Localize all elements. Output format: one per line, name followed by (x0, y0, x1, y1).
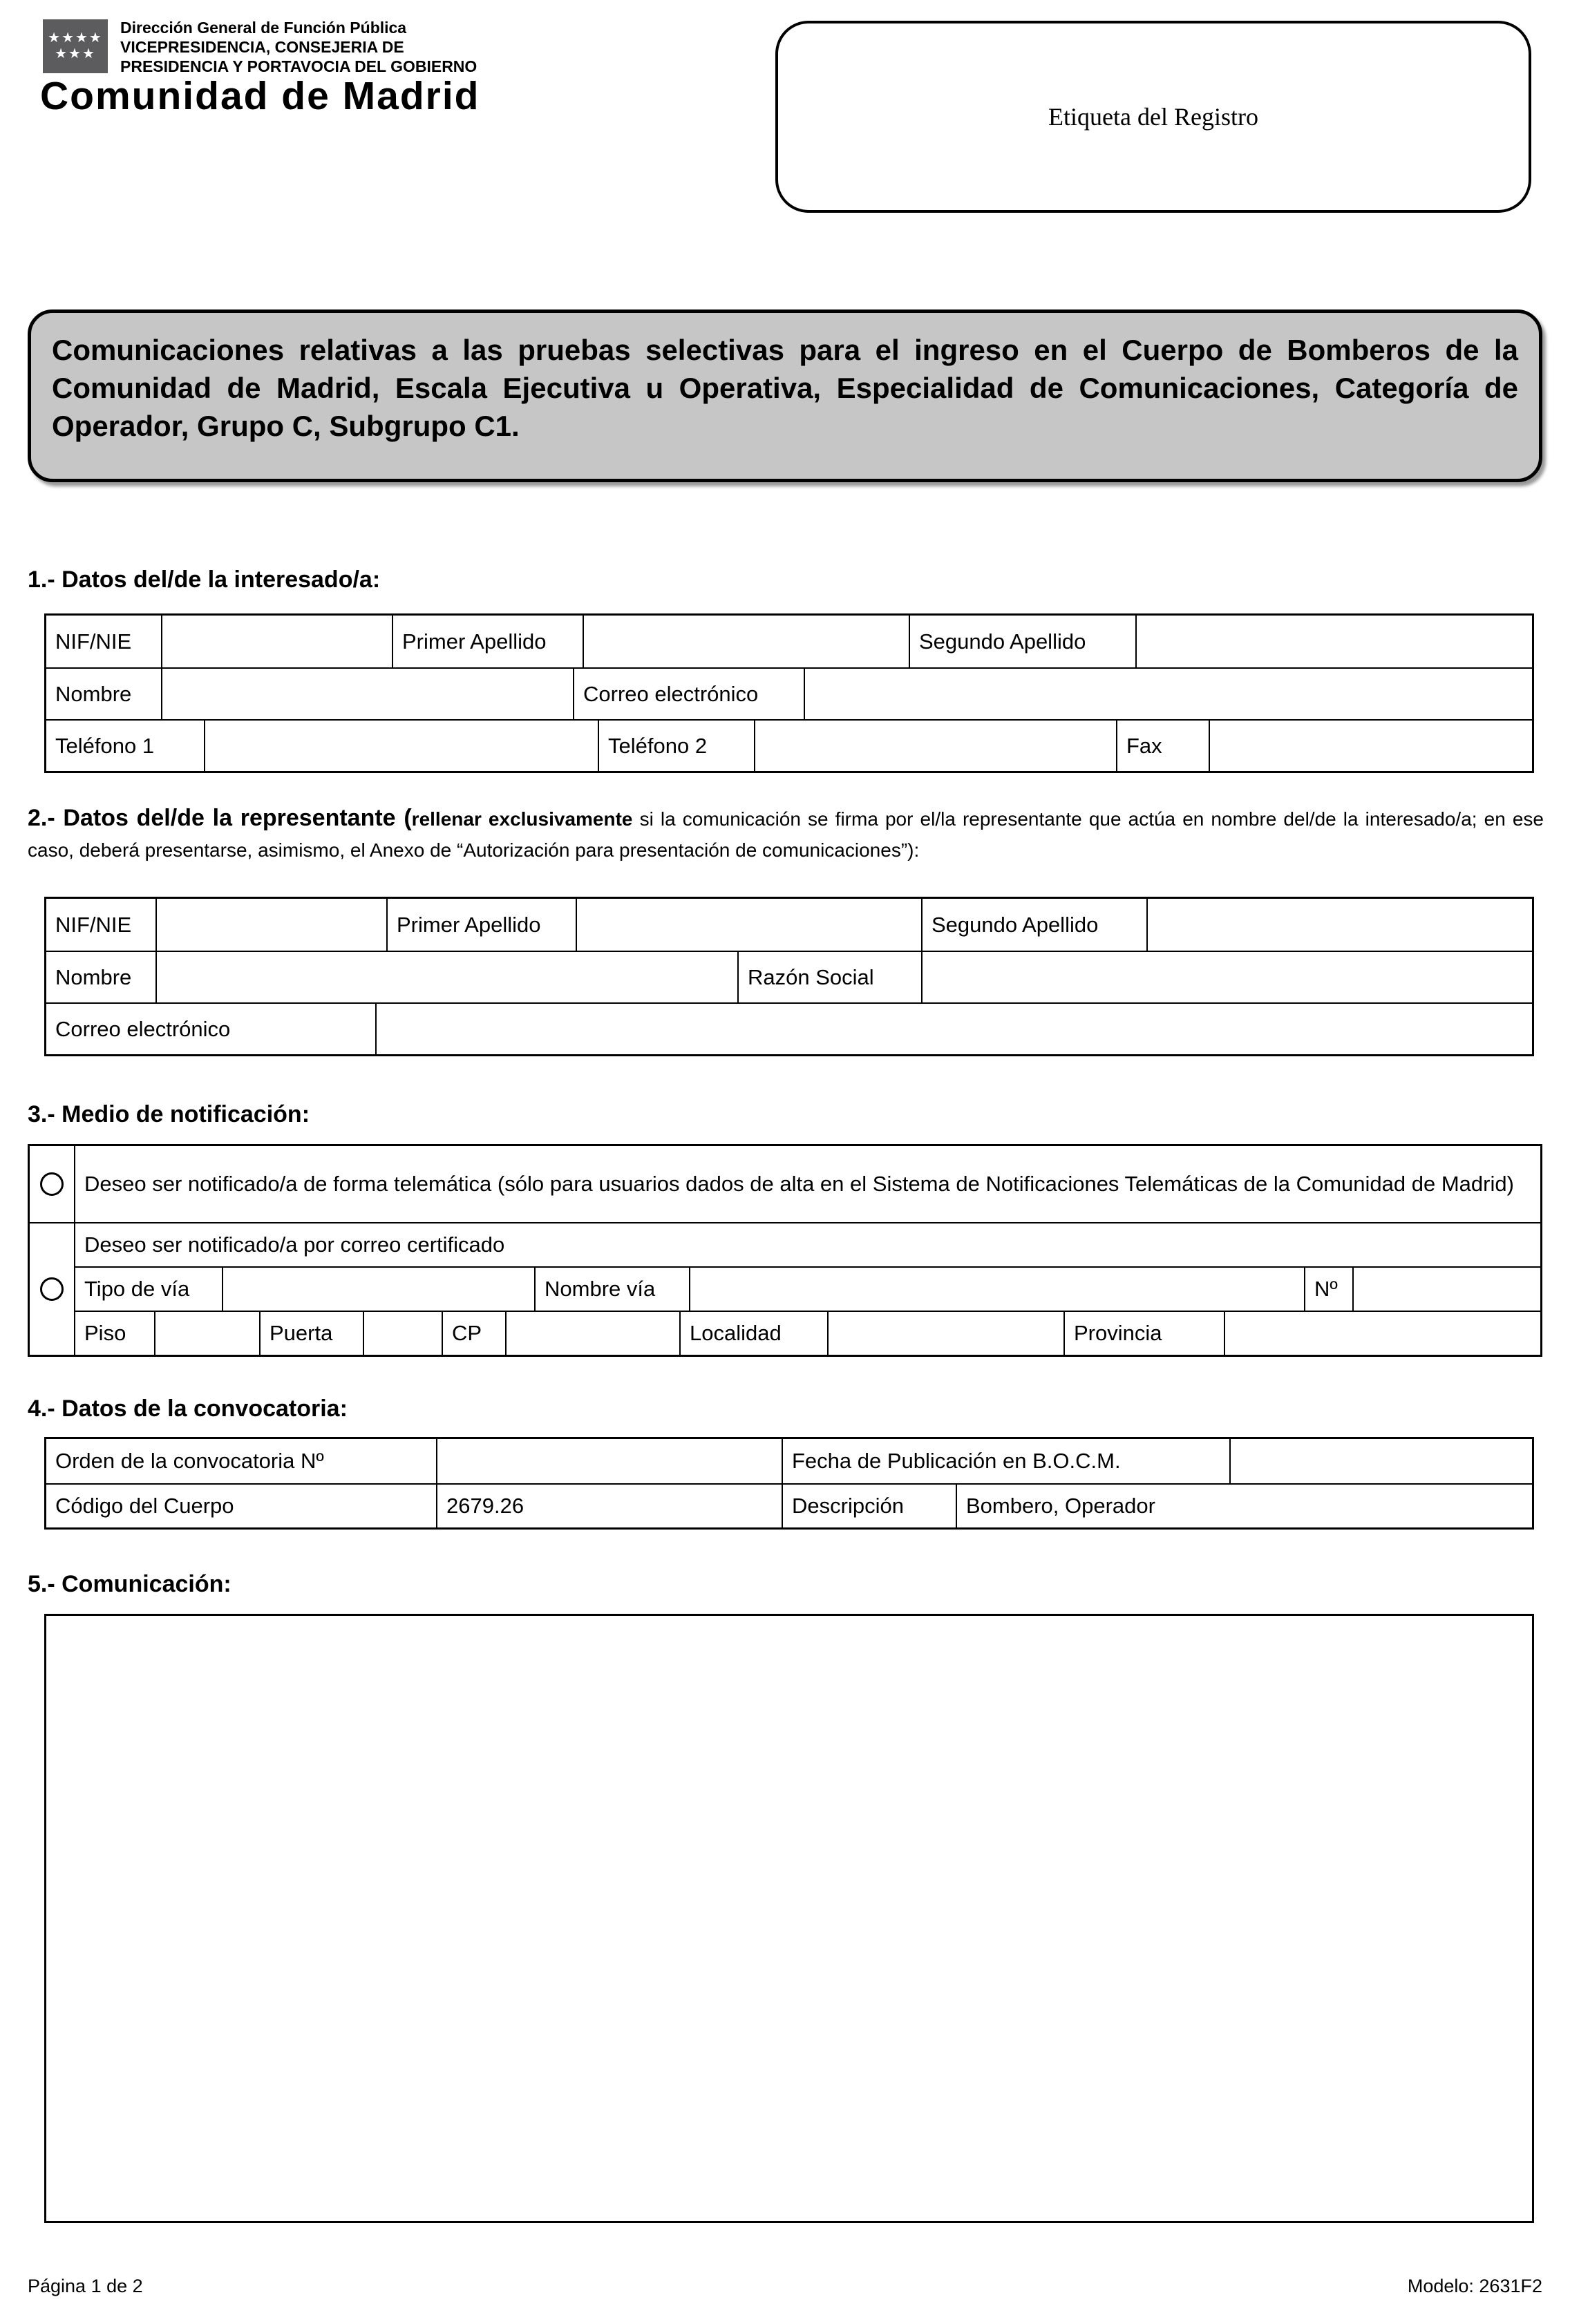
fecha-publicacion-label: Fecha de Publicación en B.O.C.M. (782, 1439, 1229, 1483)
registry-label: Etiqueta del Registro (1048, 103, 1258, 131)
comunidad-madrid-flag-icon (43, 19, 108, 73)
table-row (46, 719, 1532, 771)
s1-telefono1-input[interactable] (204, 721, 598, 771)
comunidad-de-madrid-logo-text: Comunidad de Madrid (40, 74, 480, 118)
s1-nombre-input[interactable] (161, 669, 573, 719)
correo-certificado-radio-button[interactable] (40, 1277, 64, 1301)
page-number: Página 1 de 2 (28, 2276, 143, 2296)
correo-certificado-radio-cell[interactable] (30, 1223, 74, 1355)
correo-certificado-subtable (74, 1223, 1540, 1355)
table-row (75, 1311, 1540, 1355)
s2-razon-social-label: Razón Social (737, 952, 921, 1002)
codigo-cuerpo-label: Código del Cuerpo (55, 1494, 234, 1518)
form-title-box: Comunicaciones relativas a las pruebas selectivas para el ingreso en el Cuerpo de Bomberos de la Comunidad de Madrid, Escala Ejecutiva u Operativa, Especialidad de Comunicaciones, Categoría de Operador, Grupo C, Subgrupo C1. (28, 309, 1542, 482)
department-line2: VICEPRESIDENCIA, CONSEJERIA DE (120, 38, 404, 56)
s2-correo-input[interactable] (375, 1004, 1532, 1054)
s2-razon-social-input[interactable] (921, 952, 1532, 1002)
interested-party-table (44, 613, 1534, 773)
convocatoria-table (44, 1437, 1534, 1530)
orden-convocatoria-label: Orden de la convocatoria Nº (55, 1449, 324, 1473)
s2-primer-apellido-input[interactable] (576, 899, 921, 951)
registry-label-box (775, 21, 1531, 213)
s2-nif-label: NIF/NIE (55, 912, 132, 937)
table-row (30, 1146, 1540, 1222)
section2-heading-bold-small: rellenar exclusivamente (411, 808, 633, 830)
cp-input[interactable] (505, 1312, 679, 1355)
provincia-input[interactable] (1224, 1312, 1540, 1355)
flag-stars-row1: ★★★★ (48, 30, 103, 46)
s1-correo-label: Correo electrónico (573, 669, 804, 719)
s1-correo-input[interactable] (804, 669, 1532, 719)
flag-stars-row2: ★★★ (55, 46, 96, 61)
piso-label: Piso (84, 1321, 126, 1345)
telematica-radio-button[interactable] (40, 1172, 64, 1196)
s1-segundo-apellido-input[interactable] (1135, 616, 1532, 667)
table-row (30, 1222, 1540, 1355)
s1-nombre-label: Nombre (55, 681, 132, 706)
section2-heading-rest: si la comunicación se firma por el/la representante que actúa en nombre del/de la interesado/a; en ese caso, deberá presentarse, asimismo, el Anexo de “Autorización para presentación de comunicaciones”): (28, 808, 1544, 861)
s1-telefono2-label: Teléfono 2 (598, 721, 754, 771)
s1-primer-apellido-input[interactable] (583, 616, 909, 667)
department-line3: PRESIDENCIA Y PORTAVOCIA DEL GOBIERNO (120, 57, 477, 75)
s2-nombre-label: Nombre (55, 964, 132, 989)
section2-heading-bold: 2.- Datos del/de la representante ( (28, 805, 412, 831)
s2-nombre-input[interactable] (155, 952, 737, 1002)
table-row (46, 667, 1532, 719)
descripcion-value: Bombero, Operador (956, 1485, 1532, 1527)
telematica-option-label: Deseo ser notificado/a de forma telemática (sólo para usuarios dados de alta en el Sistema de Notificaciones Telemáticas de la Comunidad de Madrid) (74, 1146, 1540, 1222)
nombre-via-label: Nombre vía (534, 1268, 689, 1311)
s1-nif-label: NIF/NIE (55, 629, 132, 654)
department-text (120, 18, 477, 76)
section3-heading: 3.- Medio de notificación: (28, 1101, 310, 1127)
correo-certificado-option-label: Deseo ser notificado/a por correo certificado (84, 1232, 505, 1257)
comunicacion-textarea[interactable] (44, 1614, 1534, 2223)
table-row (46, 616, 1532, 667)
puerta-input[interactable] (363, 1312, 442, 1355)
s1-telefono1-label: Teléfono 1 (55, 733, 155, 758)
fecha-publicacion-input[interactable] (1229, 1439, 1532, 1483)
codigo-cuerpo-value: 2679.26 (436, 1485, 782, 1527)
table-row (46, 899, 1532, 951)
model-number: Modelo: 2631F2 (1407, 2276, 1542, 2296)
section1-heading: 1.- Datos del/de la interesado/a: (28, 566, 381, 593)
localidad-label: Localidad (679, 1312, 827, 1355)
section2-heading (28, 804, 1544, 868)
s2-segundo-apellido-label: Segundo Apellido (921, 899, 1146, 951)
table-row (75, 1266, 1540, 1311)
notification-method-table (28, 1144, 1542, 1357)
table-row (46, 1002, 1532, 1054)
s1-fax-input[interactable] (1209, 721, 1532, 771)
s1-primer-apellido-label: Primer Apellido (392, 616, 583, 667)
puerta-label: Puerta (259, 1312, 363, 1355)
table-row (46, 1483, 1532, 1527)
numero-label: Nº (1304, 1268, 1352, 1311)
table-row (75, 1223, 1540, 1266)
s2-segundo-apellido-input[interactable] (1146, 899, 1532, 951)
department-line1: Dirección General de Función Pública (120, 19, 407, 37)
orden-convocatoria-input[interactable] (436, 1439, 782, 1483)
s2-primer-apellido-label: Primer Apellido (386, 899, 576, 951)
s1-telefono2-input[interactable] (754, 721, 1116, 771)
section5-heading: 5.- Comunicación: (28, 1571, 231, 1597)
s2-correo-label: Correo electrónico (55, 1016, 231, 1041)
s1-nif-input[interactable] (161, 616, 392, 667)
tipo-via-input[interactable] (222, 1268, 534, 1311)
cp-label: CP (442, 1312, 505, 1355)
tipo-via-label: Tipo de vía (84, 1277, 190, 1301)
descripcion-label: Descripción (782, 1485, 956, 1527)
s1-segundo-apellido-label: Segundo Apellido (909, 616, 1135, 667)
section4-heading: 4.- Datos de la convocatoria: (28, 1396, 348, 1422)
s1-fax-label: Fax (1116, 721, 1209, 771)
s2-nif-input[interactable] (155, 899, 386, 951)
piso-input[interactable] (154, 1312, 259, 1355)
numero-input[interactable] (1352, 1268, 1540, 1311)
localidad-input[interactable] (827, 1312, 1063, 1355)
nombre-via-input[interactable] (689, 1268, 1304, 1311)
representative-table (44, 897, 1534, 1056)
table-row (46, 1439, 1532, 1483)
provincia-label: Provincia (1063, 1312, 1224, 1355)
telematica-radio-cell[interactable] (30, 1146, 74, 1222)
table-row (46, 951, 1532, 1002)
